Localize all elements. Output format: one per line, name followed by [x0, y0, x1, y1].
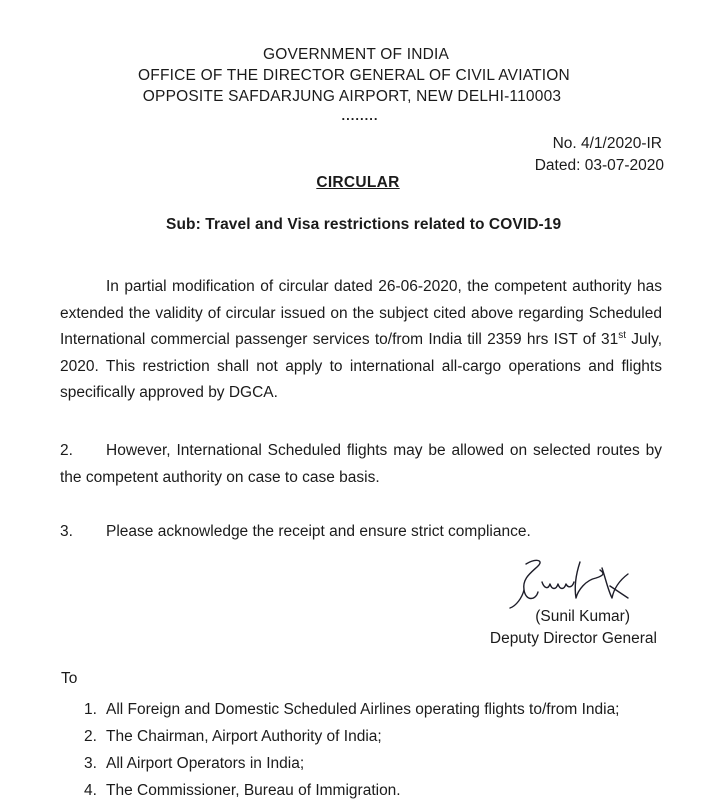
document-title-text: CIRCULAR — [316, 174, 400, 191]
recipient-text: The Commissioner, Bureau of Immigration. — [106, 782, 401, 799]
recipient-number: 3. — [84, 755, 97, 772]
paragraph-3-text: Please acknowledge the receipt and ensure strict compliance. — [106, 523, 531, 540]
header-separator-dots: ........ — [341, 108, 379, 123]
header-office: OFFICE OF THE DIRECTOR GENERAL OF CIVIL AVIATION — [138, 67, 570, 84]
paragraph-1-text-b: July, 2020. This restriction shall not apply to international all-cargo operations and flights specifically approved by DGCA. — [60, 331, 663, 401]
signatory-designation: Deputy Director General — [489, 630, 657, 647]
recipient-number: 2. — [84, 728, 97, 745]
reference-number: No. 4/1/2020-IR — [552, 135, 662, 152]
recipient-number: 4. — [84, 782, 97, 799]
recipient-list — [84, 696, 620, 804]
paragraph-1-superscript: st — [618, 329, 627, 341]
subject-line: Sub: Travel and Visa restrictions related to COVID-19 — [166, 216, 562, 233]
handwritten-signature — [502, 556, 652, 612]
paragraph-2-number: 2. — [60, 442, 73, 459]
paragraph-2-text: However, International Scheduled flights may be allowed on selected routes by the competent authority on case to case basis. — [60, 442, 662, 486]
document-title — [0, 174, 720, 192]
recipient-item — [84, 696, 620, 723]
paragraph-1 — [60, 274, 662, 407]
recipient-text: The Chairman, Airport Authority of India; — [106, 728, 382, 745]
recipient-item — [84, 777, 620, 804]
paragraph-2 — [60, 438, 662, 491]
paragraph-3-number: 3. — [60, 523, 73, 540]
header-address: OPPOSITE SAFDARJUNG AIRPORT, NEW DELHI-110003 — [142, 88, 562, 105]
recipient-text: All Airport Operators in India; — [106, 755, 305, 772]
recipient-item — [84, 723, 620, 750]
signatory-name: (Sunil Kumar) — [535, 608, 630, 625]
recipient-item — [84, 750, 620, 777]
recipient-number: 1. — [84, 701, 97, 718]
recipient-text: All Foreign and Domestic Scheduled Airlines operating flights to/from India; — [106, 701, 620, 718]
paragraph-1-text-a: In partial modification of circular dated 26-06-2020, the competent authority has extended the validity of circular issued on the subject cited above regarding Scheduled International commercial passenger services to/from India till 2359 hrs IST of 31 — [60, 278, 662, 348]
reference-date: Dated: 03-07-2020 — [534, 157, 664, 174]
paragraph-3 — [60, 519, 662, 546]
header-government: GOVERNMENT OF INDIA — [262, 46, 450, 63]
to-label: To — [61, 670, 78, 687]
